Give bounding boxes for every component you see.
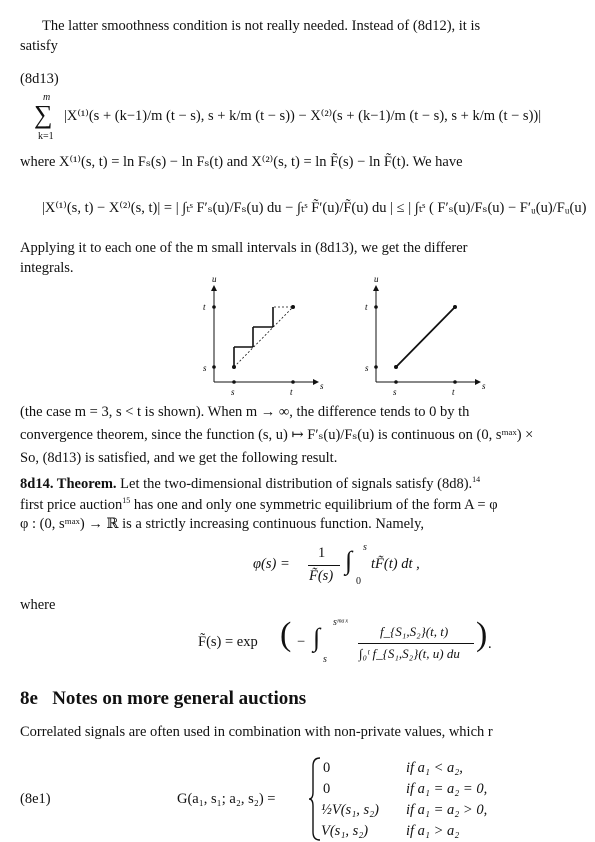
integral-lower: s: [323, 654, 327, 665]
axis-label-u: u: [212, 274, 217, 284]
tick-label-s: s: [365, 363, 369, 373]
footnote-marker: 15: [122, 496, 131, 505]
integral-sign: ∫: [313, 623, 321, 652]
tick-label-t: t: [452, 387, 455, 397]
ftilde-numerator: f_{S₁,S₂}(t, t): [380, 624, 449, 639]
figure-intervals: [190, 270, 510, 405]
case-condition: if a₁ > a₂: [406, 823, 460, 839]
paragraph-line: Applying it to each one of the m small intervals in (8d13), we get the differer: [20, 240, 468, 256]
case-value: ½V(s₁, s₂): [321, 802, 380, 818]
phi-denominator: F̃(s): [309, 568, 334, 584]
where-line: where X⁽¹⁾(s, t) = ln Fₛ(s) − ln Fₛ(t) and X⁽²⁾(s, t) = ln F̃(s) − ln F̃(t). We have: [20, 154, 463, 170]
theorem-text: first price auction: [20, 496, 123, 513]
tick-label-t: t: [203, 302, 206, 312]
equation-label: (8e1): [20, 791, 51, 807]
tick-dot: [291, 380, 295, 384]
sum-body: |X⁽¹⁾(s + (k−1)/m (t − s), s + k/m (t − s)) − X⁽²⁾(s + (k−1)/m (t − s), s + k/m (t − s))|: [64, 108, 542, 124]
left-paren: (: [280, 616, 292, 653]
staircase-solid: [234, 307, 273, 367]
paragraph-line: (the case m = 3, s < t is shown). When m → ∞, the difference tends to 0 by th: [20, 404, 470, 420]
sum-upper-limit: m: [43, 92, 51, 103]
sum-symbol: ∑: [34, 100, 53, 129]
right-paren: ): [476, 616, 488, 653]
case-value: 0: [323, 781, 331, 797]
tick-dot: [453, 380, 457, 384]
tick-dot: [374, 365, 378, 369]
tick-label-s: s: [203, 363, 207, 373]
where-label: where: [20, 597, 56, 613]
theorem-line-1: [20, 475, 480, 493]
endpoint-dot: [232, 365, 236, 369]
integral-lower: 0: [356, 576, 361, 587]
case-condition: if a₁ = a₂ > 0,: [406, 802, 488, 818]
cases-brace: [308, 756, 322, 842]
integral-upper: s: [363, 542, 367, 553]
tick-label-s: s: [231, 387, 235, 397]
tick-dot: [374, 305, 378, 309]
fraction-bar: [358, 643, 474, 644]
section-heading: [20, 688, 306, 710]
theorem-text: has one and only one symmetric equilibrium of the form A = φ: [130, 496, 498, 513]
tick-dot: [394, 380, 398, 384]
case-condition: if a₁ = a₂ = 0,: [406, 781, 488, 797]
equation-label: (8d13): [20, 71, 59, 87]
case-condition: if a₁ < a₂,: [406, 760, 463, 776]
integral-sign: ∫: [345, 546, 353, 575]
paragraph-line: The latter smoothness condition is not really needed. Instead of (8d12), it is: [42, 18, 481, 34]
figure-right-panel: [365, 274, 486, 397]
theorem-line-3: φ : (0, sᵐᵃˣ) → ℝ is a strictly increasing continuous function. Namely,: [20, 516, 424, 532]
paragraph-line: integrals.: [20, 260, 74, 276]
paragraph-line: satisfy: [20, 38, 58, 54]
tick-label-t: t: [365, 302, 368, 312]
phi-numerator: 1: [318, 545, 326, 561]
phi-integrand: tF̃(t) dt ,: [371, 556, 420, 572]
endpoint-dot: [394, 365, 398, 369]
paragraph-line: So, (8d13) is satisfied, and we get the following result.: [20, 450, 338, 466]
footnote-marker: 14: [472, 475, 481, 484]
equation-period: .: [488, 636, 492, 652]
axis-label-s: s: [320, 381, 324, 391]
g-lhs: G(a₁, s₁; a₂, s₂) =: [177, 791, 276, 807]
figure-left-panel: [203, 274, 324, 397]
endpoint-dot: [453, 305, 457, 309]
endpoint-dot: [291, 305, 295, 309]
inequality-line: |X⁽¹⁾(s, t) − X⁽²⁾(s, t)| = | ∫ₜˢ F′ₛ(u)/Fₛ(u) du − ∫ₜˢ F̃′(u)/F̃(u) du | ≤ | ∫ₜˢ ( F′ₛ(u)/Fₛ(u) − F′ᵤ(u)/Fᵤ(u): [42, 200, 587, 216]
tick-dot: [212, 305, 216, 309]
section-number: 8e: [20, 688, 38, 709]
paragraph-line: convergence theorem, since the function (s, u) ↦ F′ₛ(u)/Fₛ(u) is continuous on (0, sᵐᵃˣ) ×: [20, 427, 534, 443]
tick-label-s: s: [393, 387, 397, 397]
theorem-line-2: [20, 496, 498, 514]
minus-sign: −: [297, 634, 306, 650]
case-value: 0: [323, 760, 331, 776]
tick-dot: [212, 365, 216, 369]
theorem-heading: 8d14. Theorem.: [20, 475, 117, 492]
fraction-bar: [308, 565, 340, 566]
case-value: V(s₁, s₂): [321, 823, 369, 839]
tick-dot: [232, 380, 236, 384]
ftilde-lhs: F̃(s) = exp: [198, 634, 258, 650]
paragraph-line: Correlated signals are often used in combination with non-private values, which r: [20, 724, 493, 740]
diagonal-dashed: [234, 307, 293, 367]
theorem-text: Let the two-dimensional distribution of signals satisfy (8d8).: [120, 475, 473, 492]
integral-upper: sᵐᵃˣ: [333, 617, 348, 628]
ftilde-denominator: ∫₀ᵗ f_{S₁,S₂}(t, u) du: [359, 646, 460, 661]
axis-label-u: u: [374, 274, 379, 284]
diagonal-solid: [396, 307, 455, 367]
sum-lower-limit: k=1: [38, 131, 54, 142]
axis-label-s: s: [482, 381, 486, 391]
tick-label-t: t: [290, 387, 293, 397]
section-title: Notes on more general auctions: [52, 688, 307, 709]
phi-lhs: φ(s) =: [253, 556, 290, 572]
